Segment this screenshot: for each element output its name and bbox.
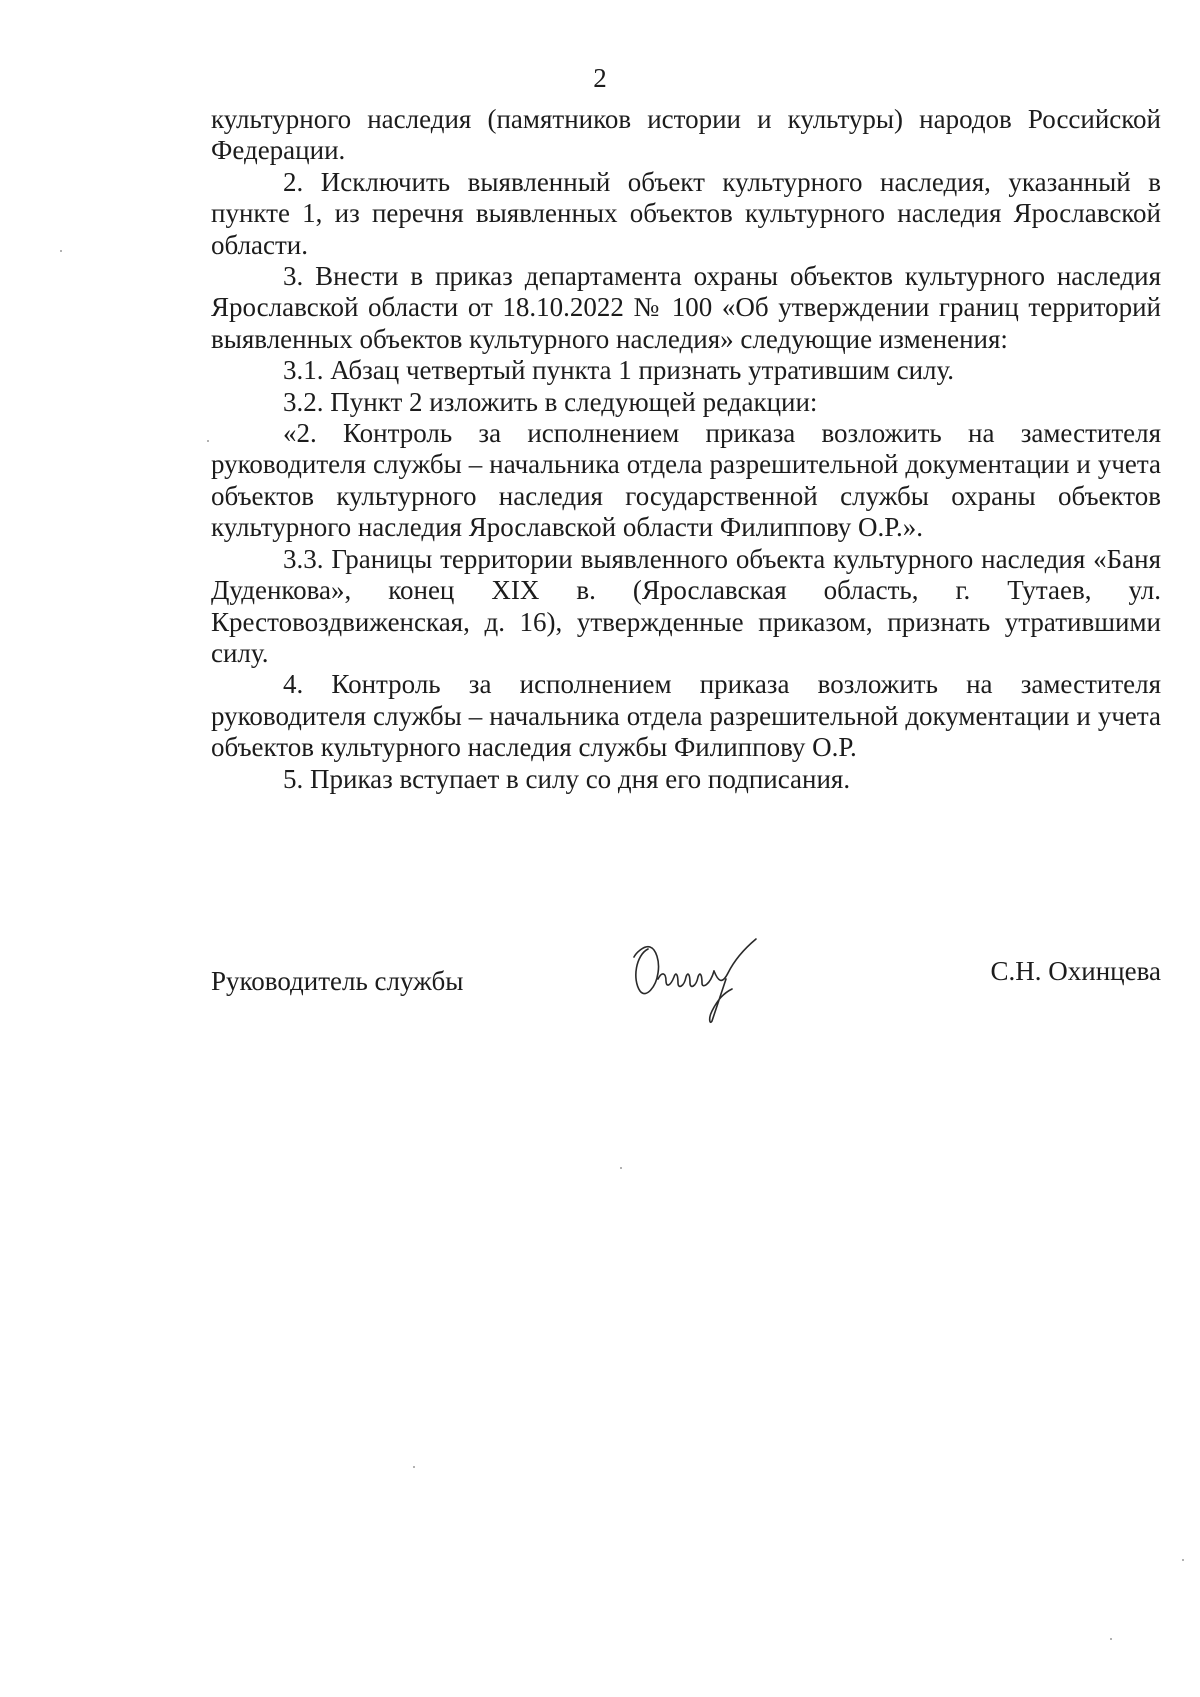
scan-speck (1182, 1559, 1184, 1561)
scan-speck (207, 440, 209, 442)
paragraph-quoted-item-2: «2. Контроль за исполнением приказа возложить на заместителя руководителя службы – начальника отдела разрешительной документации и учета объектов культурного наследия государственной службы охраны объектов культурного наследия Ярославской области Филиппову О.Р.». (211, 418, 1161, 543)
page-number: 2 (593, 63, 607, 93)
document-body (211, 104, 1161, 795)
signatory-title: Руководитель службы (211, 966, 464, 996)
paragraph-item-2: 2. Исключить выявленный объект культурного наследия, указанный в пункте 1, из перечня выявленных объектов культурного наследия Ярославской области. (211, 166, 1161, 260)
signatory-name: С.Н. Охинцева (990, 956, 1161, 986)
paragraph-item-3: 3. Внести в приказ департамента охраны объектов культурного наследия Ярославской области от 18.10.2022 № 100 «Об утверждении границ территорий выявленных объектов культурного наследия» следующие изменения: (211, 261, 1161, 354)
paragraph-item-3-2: 3.2. Пункт 2 изложить в следующей редакции: (283, 386, 818, 417)
paragraph-item-3-1: 3.1. Абзац четвертый пункта 1 признать утратившим силу. (283, 355, 955, 386)
scan-speck (413, 1466, 415, 1468)
paragraph-item-4: 4. Контроль за исполнением приказа возложить на заместителя руководителя службы – начальника отдела разрешительной документации и учета объектов культурного наследия службы Филиппову О.Р. (211, 669, 1161, 763)
paragraph-continuation: культурного наследия (памятников истории и культуры) народов Российской Федерации. (211, 104, 1161, 166)
scan-speck (620, 1167, 622, 1169)
scan-speck (1110, 1638, 1112, 1640)
paragraph-item-5: 5. Приказ вступает в силу со дня его подписания. (283, 763, 851, 794)
signature-block (211, 935, 1161, 1025)
handwritten-signature (626, 935, 776, 1025)
scan-speck (60, 250, 62, 252)
paragraph-item-3-3: 3.3. Границы территории выявленного объекта культурного наследия «Баня Дуденкова», конец XIX в. (Ярославская область, г. Тутаев, ул. Крестовоздвиженская, д. 16), утвержденные приказом, признать утратившими силу. (211, 543, 1161, 668)
